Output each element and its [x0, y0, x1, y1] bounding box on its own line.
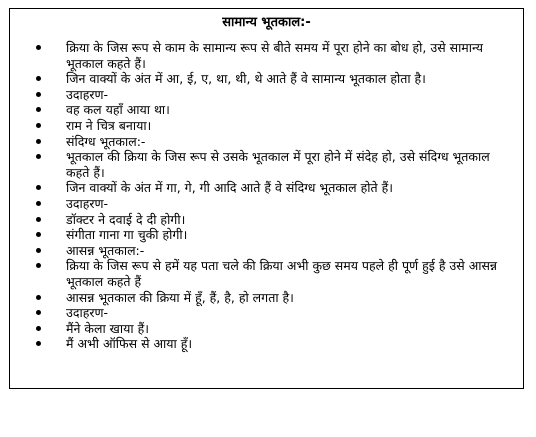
- bullet-icon: [36, 107, 41, 112]
- bullet-icon: [36, 263, 41, 268]
- list-item-text: क्रिया के जिस रूप से हमें यह पता चले की क्रिया अभी कुछ समय पहले ही पूर्ण हुई है उसे आसन्न भूतकाल कहते हैं: [66, 258, 498, 289]
- list-item-text: वह कल यहाँ आया था।: [66, 102, 170, 118]
- list-item-text: आसन्न भूतकाल:-: [66, 242, 145, 258]
- list-item-text: आसन्न भूतकाल की क्रिया में हूँ, हैं, है, हो लगता है।: [66, 289, 294, 305]
- list-item: [36, 87, 505, 103]
- list-item: [36, 134, 505, 150]
- bullet-icon: [36, 295, 41, 300]
- list-item: [36, 243, 505, 259]
- bullet-icon: [36, 92, 41, 97]
- bullet-list: [36, 40, 505, 352]
- list-item-text: मैंने केला खाया हैं।: [66, 320, 149, 336]
- bullet-icon: [36, 185, 41, 190]
- bullet-icon: [36, 326, 41, 331]
- list-item-text: डॉक्टर ने दवाई दे दी होगी।: [66, 211, 186, 227]
- bullet-icon: [36, 232, 41, 237]
- list-item-text: क्रिया के जिस रूप से काम के सामान्य रूप से बीते समय में पूरा होने का बोध हो, उसे सामान्य भूतकाल कहते हैं।: [66, 40, 483, 71]
- bullet-icon: [36, 217, 41, 222]
- bullet-icon: [36, 154, 41, 159]
- list-item: [36, 321, 505, 337]
- bullet-icon: [36, 248, 41, 253]
- list-item-text: संगीता गाना गा चुकी होगी।: [66, 227, 188, 243]
- list-item: [36, 180, 505, 196]
- list-item: [36, 40, 505, 71]
- list-item-text: मैं अभी ऑफिस से आया हूँ।: [66, 336, 193, 352]
- list-item: [36, 227, 505, 243]
- bullet-icon: [36, 201, 41, 206]
- list-item: [36, 336, 505, 352]
- bullet-icon: [36, 310, 41, 315]
- list-item: [36, 196, 505, 212]
- list-item: [36, 118, 505, 134]
- list-item-text: भूतकाल की क्रिया के जिस रूप से उसके भूतकाल में पूरा होने में संदेह हो, उसे संदिग्ध भूतकाल कहते हैं।: [66, 149, 490, 180]
- list-item-text: उदाहरण-: [66, 86, 109, 102]
- bullet-icon: [36, 45, 41, 50]
- list-item: [36, 102, 505, 118]
- list-item-text: उदाहरण-: [66, 195, 109, 211]
- list-item: [36, 149, 505, 180]
- document-title: सामान्य भूतकाल:-: [222, 15, 311, 30]
- list-item-text: संदिग्ध भूतकाल:-: [66, 133, 146, 149]
- bullet-icon: [36, 341, 41, 346]
- list-item: [36, 71, 505, 87]
- bullet-icon: [36, 139, 41, 144]
- list-item-text: जिन वाक्यों के अंत में आ, ई, ए, था, थी, थे आते हैं वे सामान्य भूतकाल होता है।: [66, 71, 426, 87]
- document-panel: [9, 8, 524, 389]
- list-item-text: उदाहरण-: [66, 305, 109, 321]
- list-item: [36, 258, 505, 289]
- list-item: [36, 212, 505, 228]
- list-item-text: जिन वाक्यों के अंत में गा, गे, गी आदि आते हैं वे संदिग्ध भूतकाल होते हैं।: [66, 180, 393, 196]
- list-item-text: राम ने चित्र बनाया।: [66, 117, 152, 133]
- list-item: [36, 305, 505, 321]
- list-item: [36, 290, 505, 306]
- bullet-icon: [36, 123, 41, 128]
- bullet-icon: [36, 76, 41, 81]
